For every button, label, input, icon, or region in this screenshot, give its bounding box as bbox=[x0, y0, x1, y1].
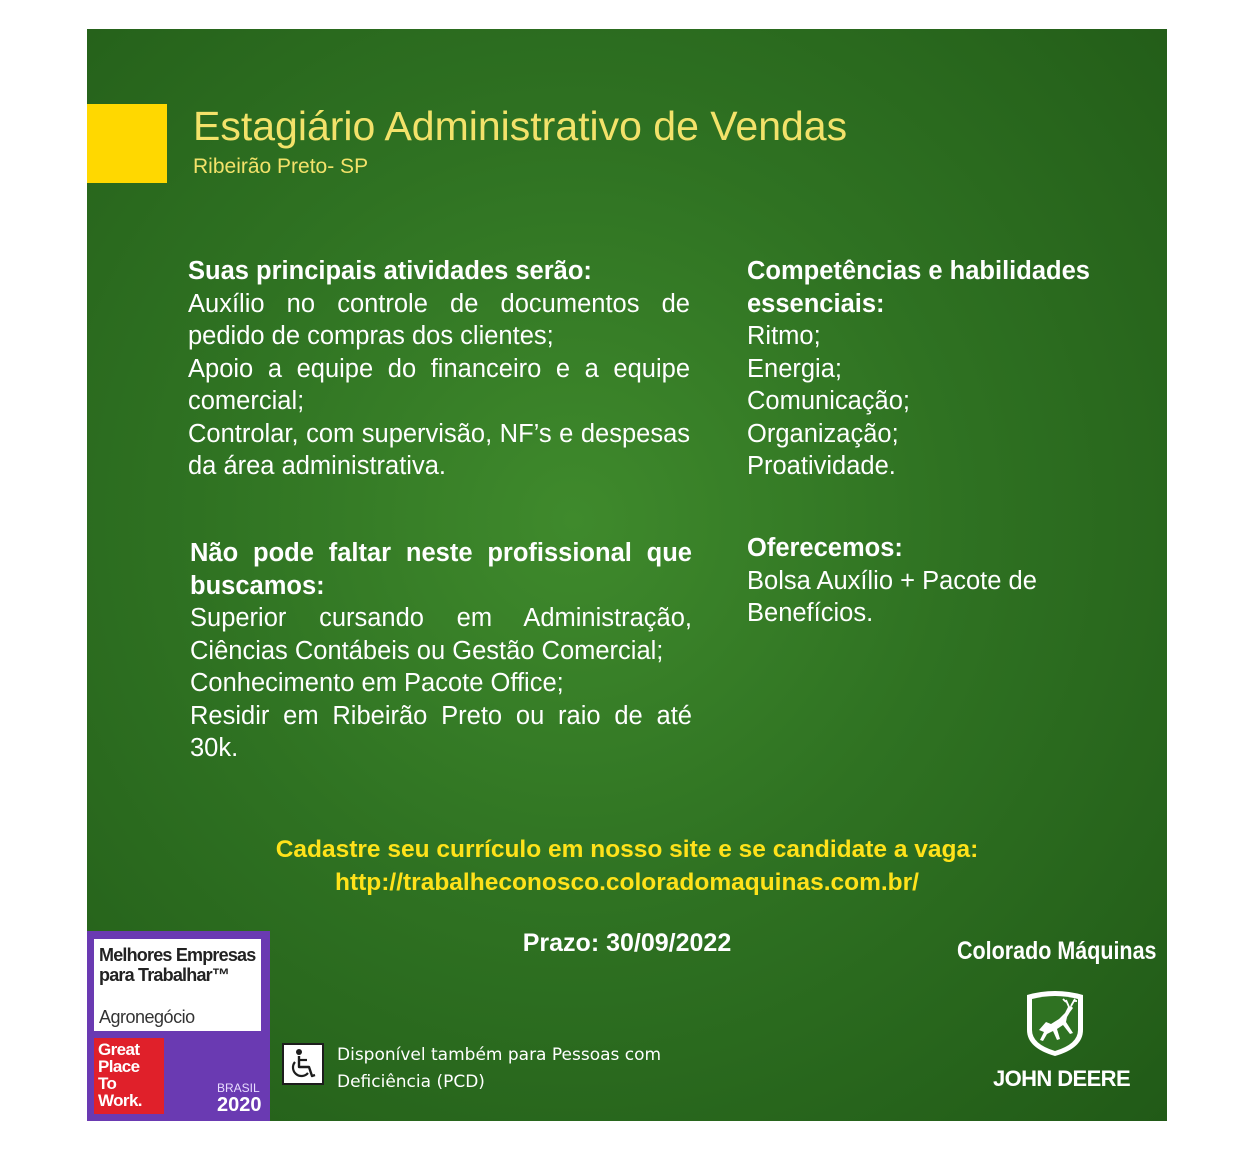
gptw-year: 2020 bbox=[217, 1094, 262, 1116]
gptw-brand-line: To bbox=[98, 1074, 117, 1093]
competency-item: Organização; bbox=[747, 419, 899, 448]
gptw-badge bbox=[87, 931, 270, 1121]
call-to-action bbox=[87, 833, 1167, 899]
job-post-card bbox=[87, 29, 1167, 1121]
accent-bar bbox=[87, 104, 167, 183]
careers-link[interactable]: http://trabalheconosco.coloradomaquinas.com.br/ bbox=[335, 869, 919, 896]
requirement-item: Residir em Ribeirão Preto ou raio de até 30k. bbox=[190, 701, 692, 762]
activity-item: Apoio a equipe do financeiro e a equipe comercial; bbox=[188, 354, 690, 415]
cta-text: Cadastre seu currículo em nosso site e se candidate a vaga: bbox=[275, 836, 979, 863]
competency-item: Comunicação; bbox=[747, 387, 910, 415]
competency-item: Energia; bbox=[747, 354, 842, 383]
gptw-logo bbox=[94, 1038, 164, 1114]
company-name: Colorado Máquinas bbox=[957, 937, 1157, 965]
activities-heading: Suas principais atividades serão: bbox=[188, 257, 592, 285]
requirement-item: Superior cursando em Administração, Ciências Contábeis ou Gestão Comercial; bbox=[190, 604, 692, 665]
requirements-section bbox=[190, 537, 692, 765]
requirement-item: Conhecimento em Pacote Office; bbox=[190, 669, 564, 697]
gptw-title-line: Melhores Empresas bbox=[99, 945, 256, 965]
competency-item: Ritmo; bbox=[747, 322, 821, 350]
gptw-title bbox=[99, 945, 255, 985]
john-deere-wordmark: JOHN DEERE bbox=[993, 1066, 1131, 1091]
competencies-heading: Competências e habilidades essenciais: bbox=[747, 257, 1090, 318]
wheelchair-icon bbox=[282, 1043, 324, 1085]
offer-section bbox=[747, 532, 1147, 630]
gptw-brand-line: Great bbox=[98, 1040, 140, 1059]
activity-item: Auxílio no controle de documentos de pedido de compras dos clientes; bbox=[188, 289, 690, 350]
offer-heading: Oferecemos: bbox=[747, 534, 903, 562]
requirements-heading: Não pode faltar neste profissional que buscamos: bbox=[190, 539, 692, 600]
pcd-notice: Disponível também para Pessoas com Deficiência (PCD) bbox=[337, 1045, 662, 1092]
deer-logo-icon bbox=[1019, 986, 1091, 1058]
gptw-brand-line: Place bbox=[98, 1057, 140, 1076]
gptw-sector: Agronegócio bbox=[99, 1007, 195, 1027]
gptw-brand bbox=[98, 1041, 142, 1109]
gptw-brand-line: Work. bbox=[98, 1091, 142, 1110]
activities-section bbox=[188, 255, 690, 483]
job-location: Ribeirão Preto- SP bbox=[193, 155, 369, 178]
deadline: Prazo: 30/09/2022 bbox=[522, 929, 732, 957]
gptw-title-line: para Trabalhar™ bbox=[99, 965, 230, 985]
job-title: Estagiário Administrativo de Vendas bbox=[193, 103, 848, 149]
gptw-badge-header bbox=[94, 939, 261, 1031]
gptw-country: BRASIL bbox=[217, 1081, 260, 1095]
competencies-section bbox=[747, 255, 1147, 483]
offer-text: Bolsa Auxílio + Pacote de Benefícios. bbox=[747, 566, 1037, 627]
activity-item: Controlar, com supervisão, NF’s e despesas da área administrativa. bbox=[188, 419, 690, 480]
competency-item: Proatividade. bbox=[747, 452, 896, 480]
